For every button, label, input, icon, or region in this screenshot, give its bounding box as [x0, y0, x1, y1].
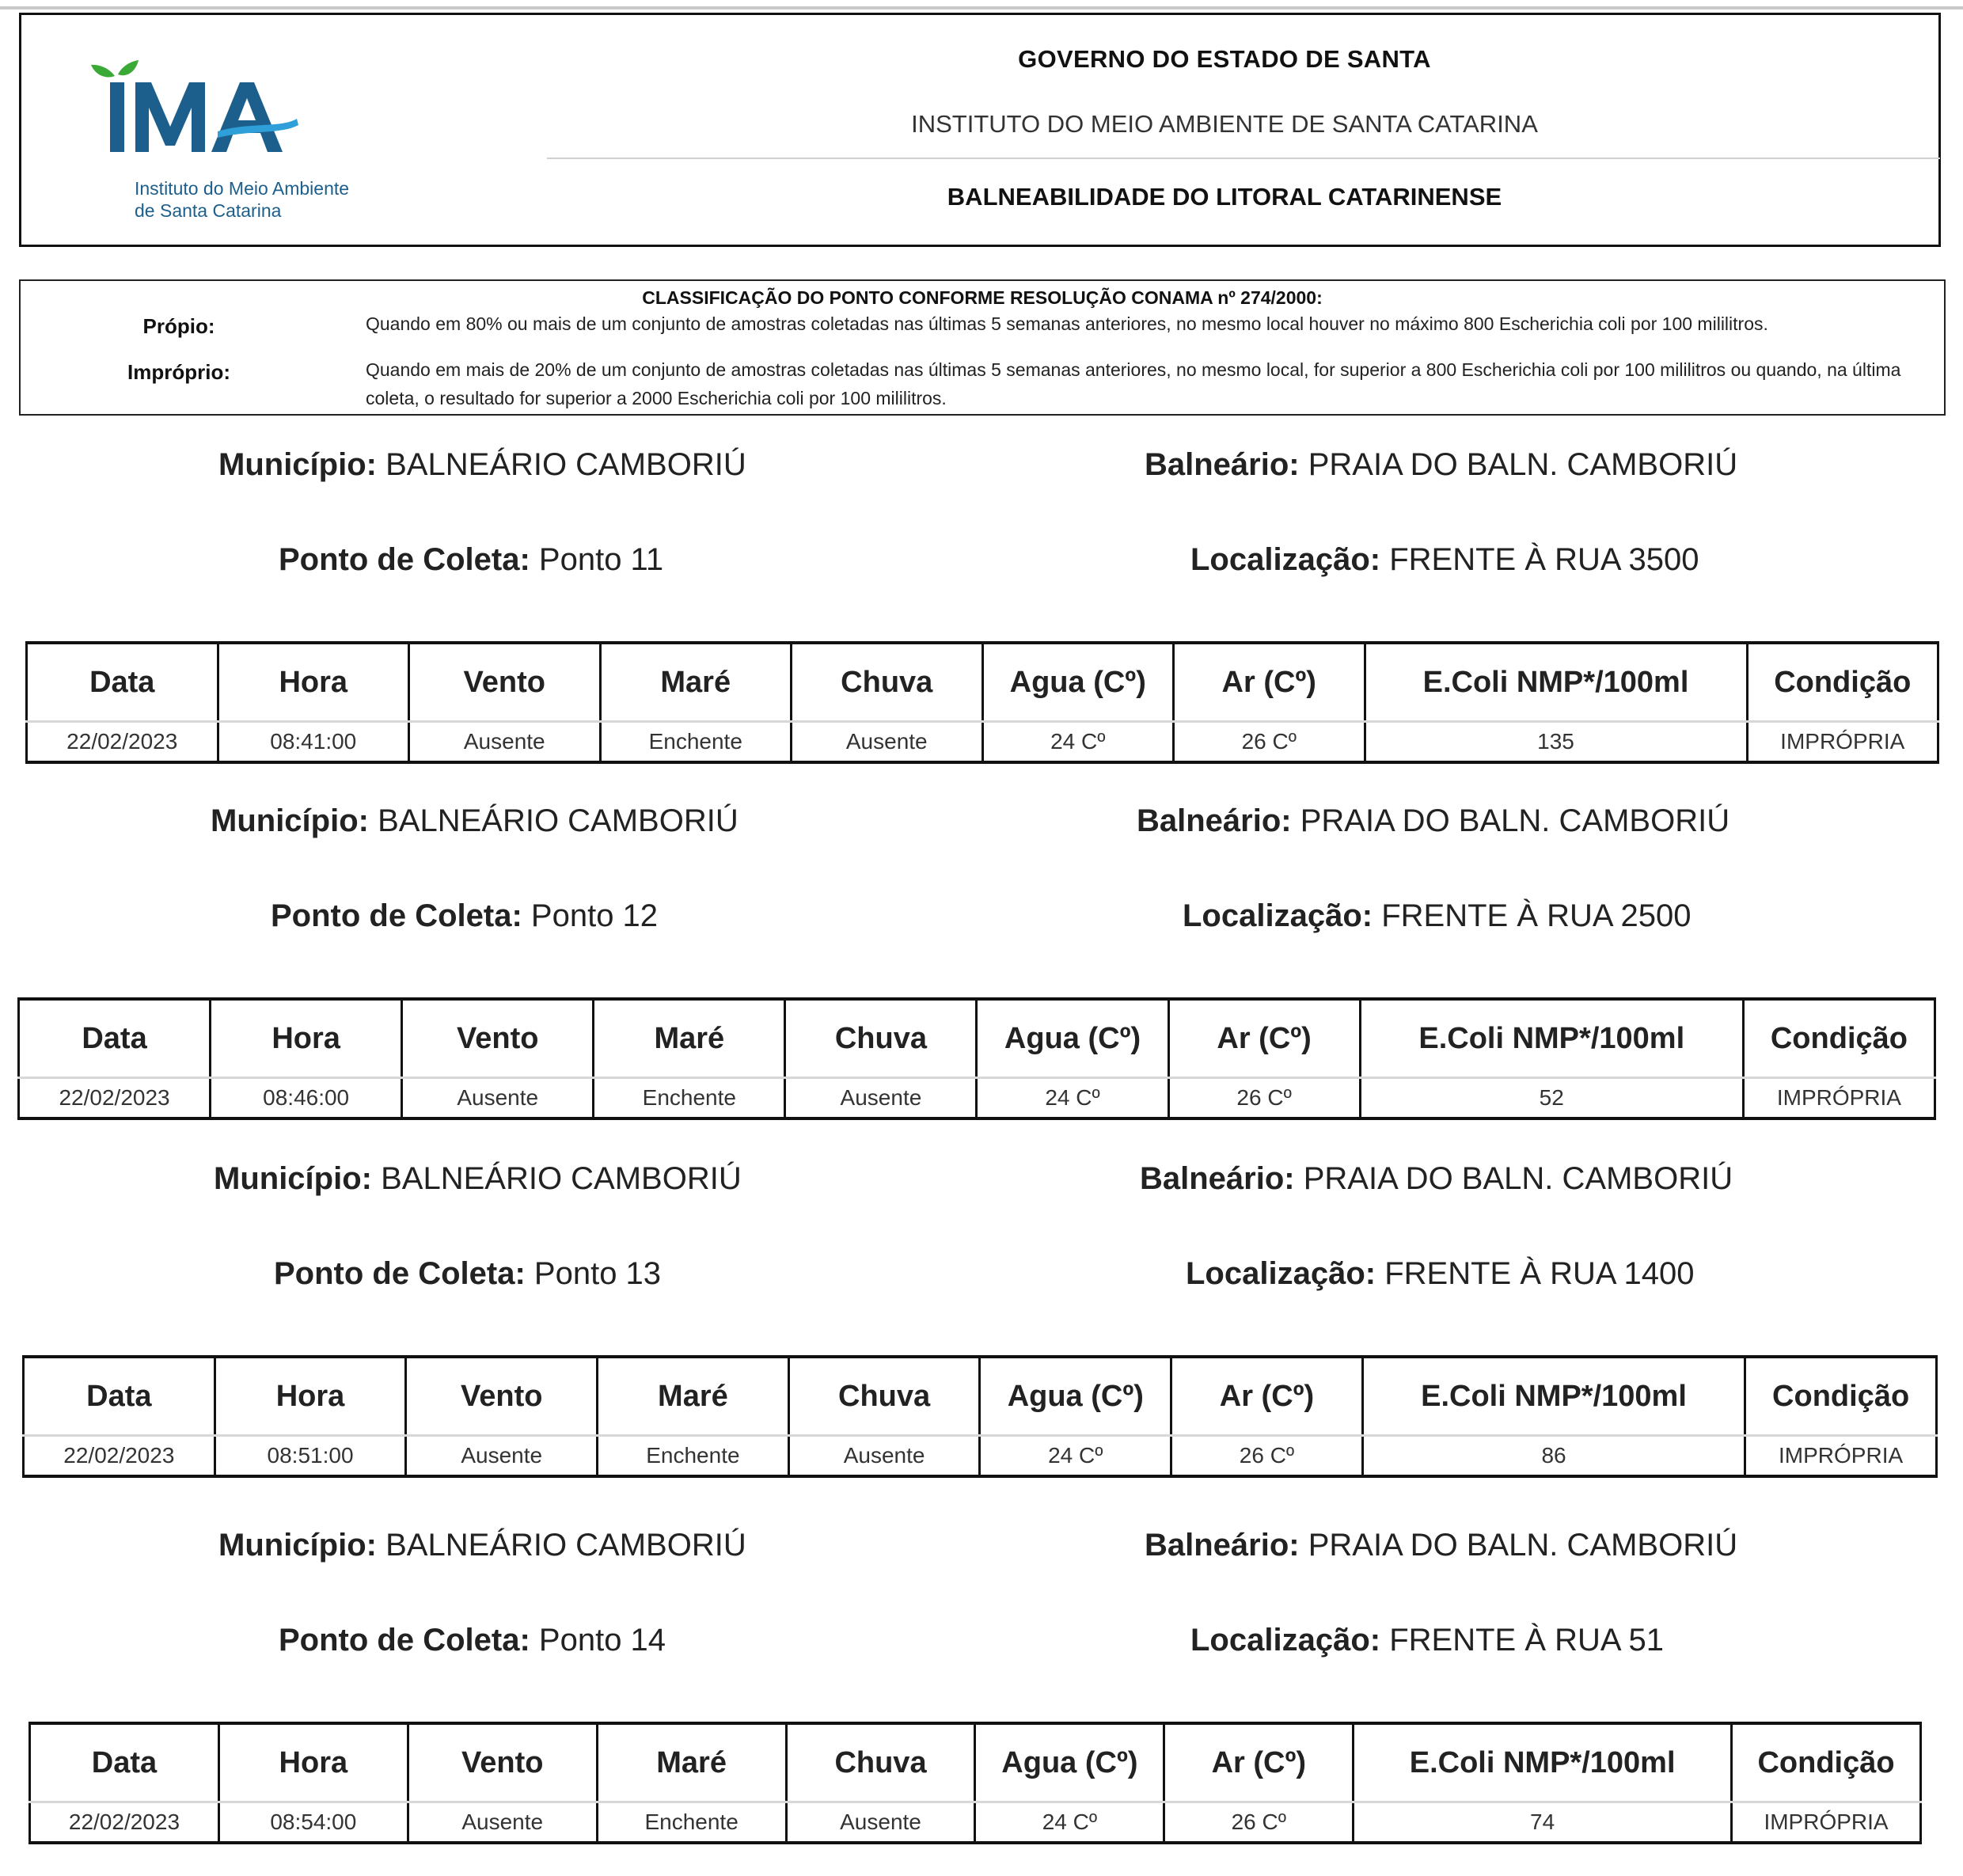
- column-header: Data: [27, 643, 218, 722]
- table-cell: 24 Cº: [982, 722, 1174, 763]
- column-header: E.Coli NMP*/100ml: [1365, 643, 1747, 722]
- column-header: Vento: [406, 1357, 598, 1436]
- measurement-table: [17, 997, 1936, 1120]
- column-header: Maré: [597, 1723, 786, 1802]
- improprio-label: Impróprio:: [127, 360, 230, 384]
- table-header-row: [19, 999, 1935, 1078]
- balneario-field: [1145, 1528, 1737, 1563]
- ponto-field-value: Ponto 14: [538, 1623, 666, 1658]
- municipio-field-value: BALNEÁRIO CAMBORIÚ: [381, 1161, 742, 1196]
- header-separator: [547, 158, 1940, 159]
- column-header: Maré: [594, 999, 785, 1078]
- localizacao-field-value: FRENTE À RUA 3500: [1389, 542, 1699, 577]
- table-cell: Ausente: [786, 1802, 975, 1844]
- table-cell: Ausente: [402, 1078, 594, 1119]
- column-header: Agua (Cº): [975, 1723, 1164, 1802]
- table-cell: Enchente: [598, 1436, 789, 1477]
- ponto-field-label: Ponto de Coleta:: [271, 898, 522, 933]
- ponto-field-label: Ponto de Coleta:: [274, 1256, 526, 1291]
- table-row: [19, 1078, 1935, 1119]
- ima-logo-mark: [91, 59, 313, 177]
- municipio-field-value: BALNEÁRIO CAMBORIÚ: [385, 1528, 746, 1563]
- table-cell: 22/02/2023: [27, 722, 218, 763]
- column-header: Vento: [402, 999, 594, 1078]
- balneario-field-value: PRAIA DO BALN. CAMBORIÚ: [1303, 1161, 1733, 1196]
- column-header: Agua (Cº): [980, 1357, 1171, 1436]
- column-header: Hora: [218, 643, 409, 722]
- institute-title: INSTITUTO DO MEIO AMBIENTE DE SANTA CATARINA: [911, 110, 1538, 138]
- table-cell: 26 Cº: [1168, 1078, 1360, 1119]
- table-cell: 52: [1360, 1078, 1743, 1119]
- column-header: Condição: [1732, 1723, 1921, 1802]
- header-titles: [528, 15, 1921, 245]
- localizacao-field-value: FRENTE À RUA 1400: [1384, 1256, 1695, 1291]
- ponto-field-value: Ponto 11: [538, 542, 664, 577]
- table-cell: Ausente: [406, 1436, 598, 1477]
- municipio-field-label: Município:: [218, 447, 377, 482]
- column-header: Hora: [215, 1357, 406, 1436]
- municipio-field: [211, 803, 738, 839]
- column-header: Chuva: [792, 643, 983, 722]
- balneario-field-value: PRAIA DO BALN. CAMBORIÚ: [1308, 447, 1738, 482]
- column-header: Hora: [218, 1723, 408, 1802]
- balneario-field: [1145, 447, 1737, 483]
- table-cell: 26 Cº: [1174, 722, 1365, 763]
- column-header: Vento: [408, 1723, 597, 1802]
- table-cell: 22/02/2023: [24, 1436, 215, 1477]
- table-cell: 74: [1354, 1802, 1732, 1844]
- table-cell: Enchente: [600, 722, 792, 763]
- classification-title: CLASSIFICAÇÃO DO PONTO CONFORME RESOLUÇÃO CONAMA nº 274/2000:: [642, 287, 1323, 308]
- logo-subtitle-line1: Instituto do Meio Ambiente: [135, 178, 350, 199]
- table-row: [30, 1802, 1921, 1844]
- classification-box: [19, 279, 1946, 416]
- localizacao-field: [1186, 1256, 1694, 1292]
- localizacao-field-label: Localização:: [1186, 1256, 1376, 1291]
- proprio-description: Quando em 80% ou mais de um conjunto de amostras coletadas nas últimas 5 semanas anteriores, no mesmo local houver no máximo 800 Escherichia coli por 100 mililitros.: [366, 313, 1768, 334]
- table-header-row: [24, 1357, 1937, 1436]
- column-header: Ar (Cº): [1164, 1723, 1354, 1802]
- table-cell: 08:51:00: [215, 1436, 406, 1477]
- column-header: Maré: [600, 643, 792, 722]
- table-cell: IMPRÓPRIA: [1743, 1078, 1935, 1119]
- municipio-field: [214, 1161, 742, 1197]
- column-header: Chuva: [786, 1723, 975, 1802]
- column-header: Chuva: [785, 999, 977, 1078]
- localizacao-field: [1190, 1623, 1664, 1658]
- column-header: Maré: [598, 1357, 789, 1436]
- ponto-field: [274, 1256, 661, 1292]
- column-header: Vento: [409, 643, 601, 722]
- table-cell: 26 Cº: [1164, 1802, 1354, 1844]
- table-cell: 26 Cº: [1171, 1436, 1363, 1477]
- table-cell: 24 Cº: [975, 1802, 1164, 1844]
- column-header: Data: [19, 999, 211, 1078]
- table-cell: Ausente: [792, 722, 983, 763]
- table-header-row: [30, 1723, 1921, 1802]
- municipio-field: [218, 1528, 746, 1563]
- column-header: Ar (Cº): [1171, 1357, 1363, 1436]
- table-cell: 08:46:00: [211, 1078, 402, 1119]
- column-header: Agua (Cº): [982, 643, 1174, 722]
- ima-logo: [91, 59, 376, 233]
- localizacao-field-value: FRENTE À RUA 51: [1389, 1623, 1664, 1658]
- municipio-field-label: Município:: [214, 1161, 372, 1196]
- localizacao-field-label: Localização:: [1190, 542, 1381, 577]
- localizacao-field: [1183, 898, 1691, 934]
- table-cell: 86: [1362, 1436, 1745, 1477]
- balneario-field: [1137, 803, 1729, 839]
- balneario-field-label: Balneário:: [1145, 447, 1300, 482]
- table-cell: IMPRÓPRIA: [1747, 722, 1938, 763]
- government-title: GOVERNO DO ESTADO DE SANTA: [1018, 45, 1431, 73]
- table-cell: 22/02/2023: [19, 1078, 211, 1119]
- column-header: Data: [30, 1723, 219, 1802]
- table-cell: IMPRÓPRIA: [1745, 1436, 1937, 1477]
- ponto-field: [271, 898, 658, 934]
- table-cell: Ausente: [788, 1436, 980, 1477]
- ponto-field-label: Ponto de Coleta:: [279, 542, 530, 577]
- balneario-field: [1140, 1161, 1733, 1197]
- column-header: E.Coli NMP*/100ml: [1362, 1357, 1745, 1436]
- table-cell: IMPRÓPRIA: [1732, 1802, 1921, 1844]
- table-cell: Enchente: [594, 1078, 785, 1119]
- table-cell: 22/02/2023: [30, 1802, 219, 1844]
- balneario-field-label: Balneário:: [1145, 1528, 1300, 1563]
- column-header: Hora: [211, 999, 402, 1078]
- localizacao-field-value: FRENTE À RUA 2500: [1381, 898, 1692, 933]
- logo-subtitle-line2: de Santa Catarina: [135, 200, 282, 221]
- balneario-field-label: Balneário:: [1140, 1161, 1295, 1196]
- table-cell: 08:41:00: [218, 722, 409, 763]
- proprio-label: Própio:: [142, 314, 215, 338]
- column-header: Data: [24, 1357, 215, 1436]
- table-cell: Enchente: [597, 1802, 786, 1844]
- report-title: BALNEABILIDADE DO LITORAL CATARINENSE: [947, 183, 1502, 211]
- municipio-field: [218, 447, 746, 483]
- table-cell: 24 Cº: [980, 1436, 1171, 1477]
- report-header: [19, 13, 1941, 247]
- ponto-field: [279, 542, 663, 578]
- balneario-field-value: PRAIA DO BALN. CAMBORIÚ: [1300, 803, 1730, 838]
- municipio-field-label: Município:: [218, 1528, 377, 1563]
- column-header: Agua (Cº): [977, 999, 1168, 1078]
- table-cell: Ausente: [785, 1078, 977, 1119]
- municipio-field-label: Município:: [211, 803, 369, 838]
- localizacao-field-label: Localização:: [1183, 898, 1373, 933]
- table-cell: 135: [1365, 722, 1747, 763]
- ponto-field-value: Ponto 13: [533, 1256, 662, 1291]
- measurement-table: [25, 641, 1939, 764]
- localizacao-field: [1190, 542, 1699, 578]
- improprio-description: Quando em mais de 20% de um conjunto de amostras coletadas nas últimas 5 semanas anteriores, no mesmo local, for superior a 800 Escherichia coli por 100 mililitros ou quando, na última coleta, o resultado for superior a 2000 Escherichia coli por 100 mililitros.: [366, 359, 1901, 408]
- column-header: E.Coli NMP*/100ml: [1354, 1723, 1732, 1802]
- table-cell: 08:54:00: [218, 1802, 408, 1844]
- balneario-field-value: PRAIA DO BALN. CAMBORIÚ: [1308, 1528, 1738, 1563]
- ponto-field-label: Ponto de Coleta:: [279, 1623, 530, 1658]
- column-header: Condição: [1747, 643, 1938, 722]
- table-row: [24, 1436, 1937, 1477]
- table-header-row: [27, 643, 1938, 722]
- table-cell: 24 Cº: [977, 1078, 1168, 1119]
- column-header: Chuva: [788, 1357, 980, 1436]
- column-header: E.Coli NMP*/100ml: [1360, 999, 1743, 1078]
- table-cell: Ausente: [408, 1802, 597, 1844]
- municipio-field-value: BALNEÁRIO CAMBORIÚ: [385, 447, 746, 482]
- balneario-field-label: Balneário:: [1137, 803, 1292, 838]
- column-header: Condição: [1743, 999, 1935, 1078]
- column-header: Ar (Cº): [1174, 643, 1365, 722]
- logo-subtitle: [135, 177, 388, 222]
- measurement-table: [22, 1355, 1938, 1478]
- table-row: [27, 722, 1938, 763]
- ponto-field-value: Ponto 12: [530, 898, 659, 933]
- localizacao-field-label: Localização:: [1190, 1623, 1381, 1658]
- ponto-field: [279, 1623, 666, 1658]
- top-divider: [0, 6, 1963, 9]
- table-cell: Ausente: [409, 722, 601, 763]
- municipio-field-value: BALNEÁRIO CAMBORIÚ: [378, 803, 738, 838]
- column-header: Ar (Cº): [1168, 999, 1360, 1078]
- measurement-table: [28, 1722, 1922, 1844]
- column-header: Condição: [1745, 1357, 1937, 1436]
